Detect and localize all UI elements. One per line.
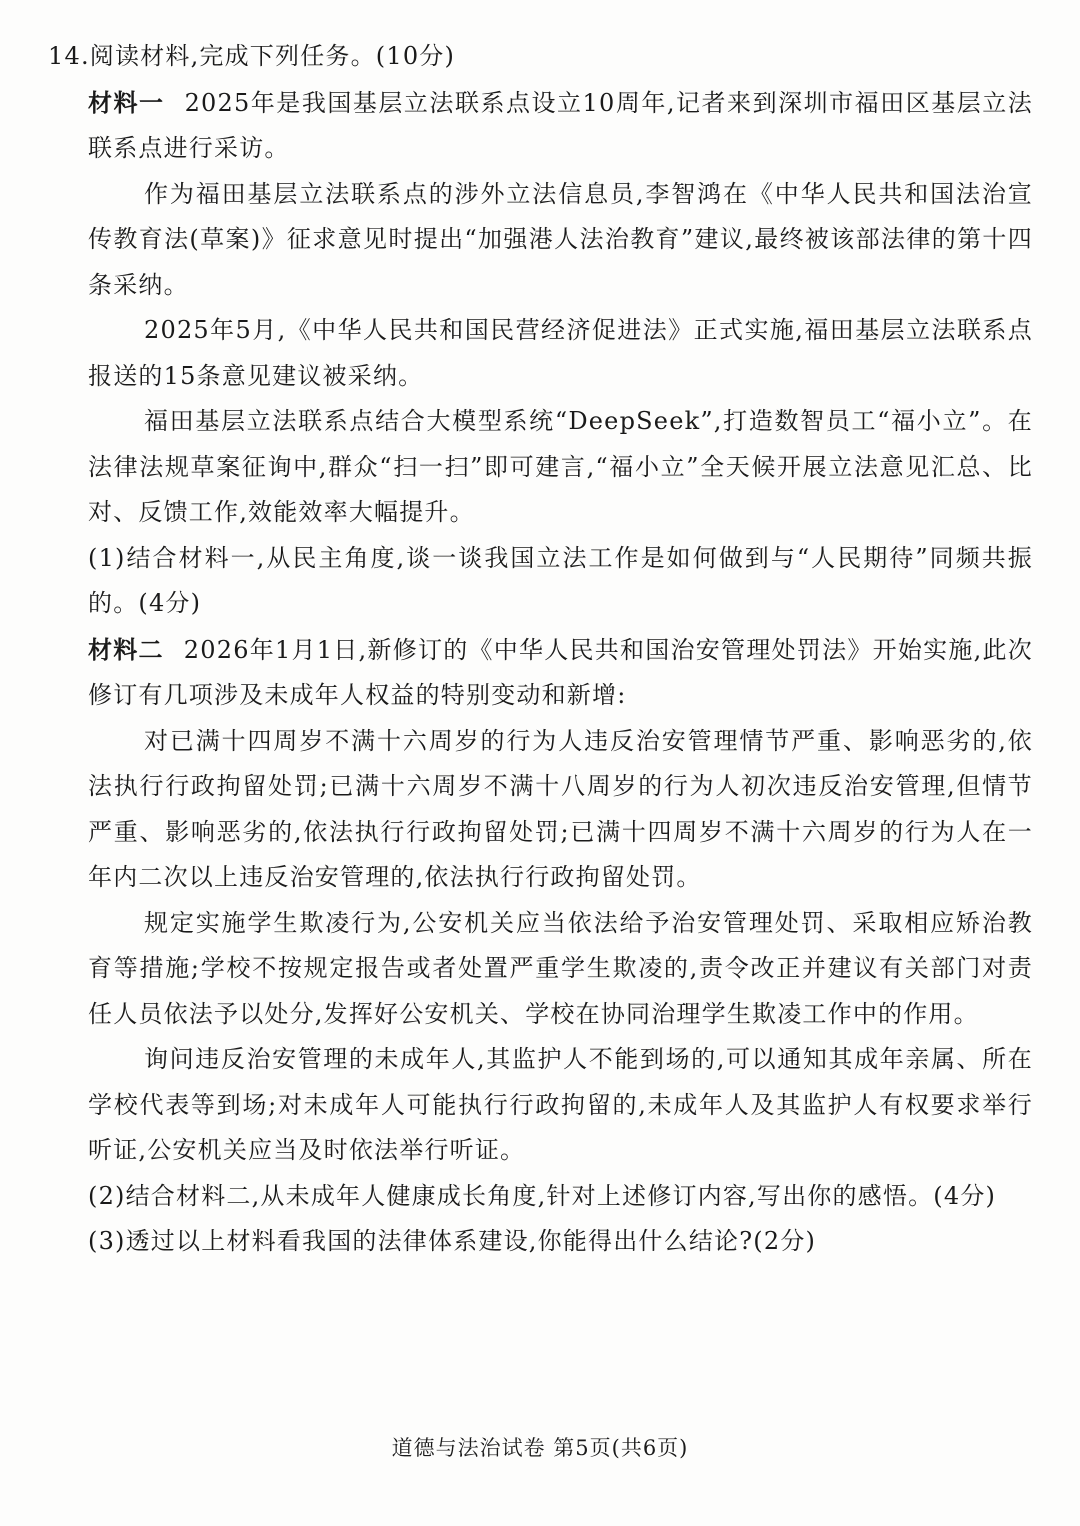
- material-1-paragraph: 作为福田基层立法联系点的涉外立法信息员,李智鸿在《中华人民共和国法治宣传教育法(草案)》征求意见时提出“加强港人法治教育”建议,最终被该部法律的第十四条采纳。: [88, 179, 1033, 299]
- material-2-paragraph: 询问违反治安管理的未成年人,其监护人不能到场的,可以通知其成年亲属、所在学校代表等到场;对未成年人可能执行行政拘留的,未成年人及其监护人有权要求举行听证,公安机关应当及时依法举行听证。: [88, 1045, 1033, 1164]
- material-2-paragraph: 对已满十四周岁不满十六周岁的行为人违反治安管理情节严重、影响恶劣的,依法执行行政拘留处罚;已满十六周岁不满十八周岁的行为人初次违反治安管理,但情节严重、影响恶劣的,依法执行行政拘留处罚;已满十四周岁不满十六周岁的行为人在一年内二次以上违反治安管理的,依法执行行政拘留处罚。: [88, 726, 1033, 891]
- question-body: [48, 34, 1033, 1265]
- material-2-label: 材料二: [88, 634, 164, 664]
- material-2-intro: [88, 627, 1033, 719]
- question-heading: 14.阅读材料,完成下列任务。(10分): [48, 42, 456, 70]
- material-1-intro: [88, 80, 1033, 172]
- subquestion-3: (3)透过以上材料看我国的法律体系建设,你能得出什么结论?(2分): [88, 1227, 817, 1255]
- material-1-intro-text: 2025年是我国基层立法联系点设立10周年,记者来到深圳市福田区基层立法联系点进行采访。: [88, 88, 1033, 162]
- page-footer: 道德与法治试卷 第5页(共6页): [391, 1436, 689, 1460]
- material-1-paragraph: 2025年5月,《中华人民共和国民营经济促进法》正式实施,福田基层立法联系点报送的15条意见建议被采纳。: [88, 316, 1033, 390]
- material-2-intro-text: 2026年1月1日,新修订的《中华人民共和国治安管理处罚法》开始实施,此次修订有几项涉及未成年人权益的特别变动和新增:: [88, 635, 1033, 709]
- subquestion-2: (2)结合材料二,从未成年人健康成长角度,针对上述修订内容,写出你的感悟。(4分): [88, 1181, 997, 1210]
- material-1-label: 材料一: [88, 87, 165, 117]
- subquestion-1: (1)结合材料一,从民主角度,谈一谈我国立法工作是如何做到与“人民期待”同频共振的。(4分): [88, 543, 1033, 617]
- material-1-paragraph: 福田基层立法联系点结合大模型系统“DeepSeek”,打造数智员工“福小立”。在法律法规草案征询中,群众“扫一扫”即可建言,“福小立”全天候开展立法意见汇总、比对、反馈工作,效能效率大幅提升。: [88, 407, 1033, 526]
- material-2-paragraph: 规定实施学生欺凌行为,公安机关应当依法给予治安管理处罚、采取相应矫治教育等措施;学校不按规定报告或者处置严重学生欺凌的,责令改正并建议有关部门对责任人员依法予以处分,发挥好公安机关、学校在协同治理学生欺凌工作中的作用。: [88, 908, 1033, 1028]
